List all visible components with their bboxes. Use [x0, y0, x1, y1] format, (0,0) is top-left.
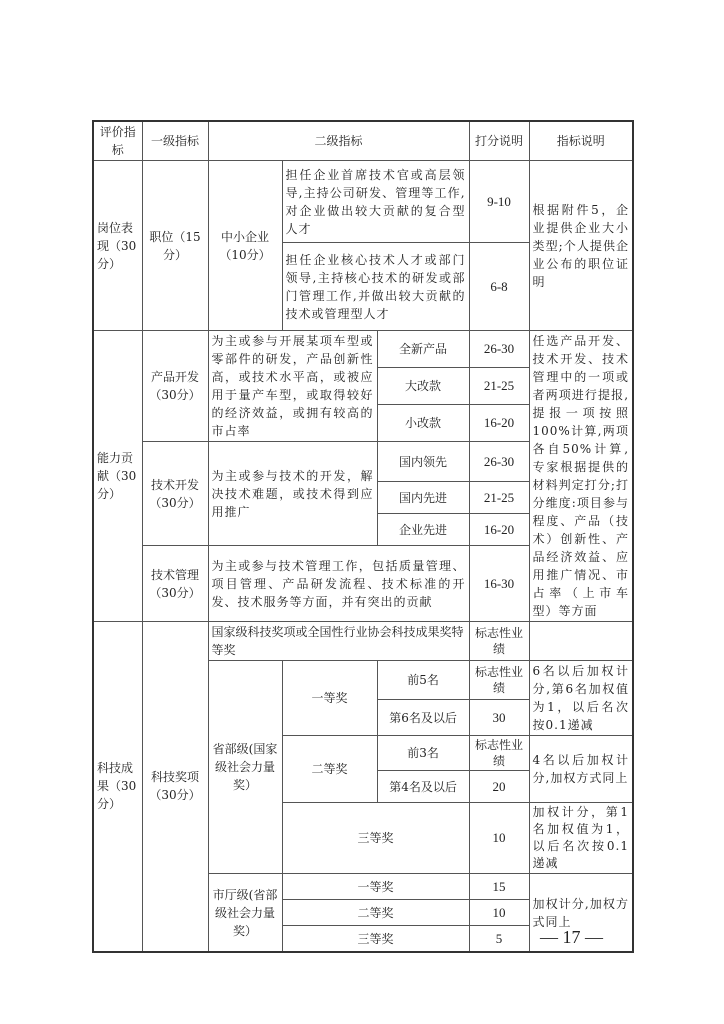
rank-top3: 前3名: [377, 736, 469, 771]
level1-position: 职位（15分）: [142, 161, 208, 331]
score-municipal-second: 10: [469, 900, 529, 926]
score-municipal-first: 15: [469, 874, 529, 900]
municipal-second-label: 二等奖: [282, 900, 469, 926]
evaluation-table: [92, 120, 634, 953]
score-domestic-leading: 26-30: [469, 442, 529, 482]
rank-top5: 前5名: [377, 661, 469, 700]
category-achievement: 科技成果（30分）: [93, 622, 142, 952]
municipal-label: 市厅级(省部级社会力量奖）: [208, 874, 282, 952]
item-new-product: 全新产品: [377, 331, 469, 368]
desc-core-talent: 担任企业核心技术人才或部门领导,主持核心技术的研发或部门管理工作,并做出较大贡献的技术或管理型人才: [282, 243, 469, 331]
category-job-performance: 岗位表现（30分）: [93, 161, 142, 331]
note-capability: 任选产品开发、技术开发、技术管理中的一项或者两项进行提报,提报一项按照100%计算,两项各自50%计算,专家根据提供的材料判定打分;打分维度:项目参与程度、产品（技术）创新性、产品经济效益、应用推广情况、市占率（上市车型）等方面: [529, 331, 633, 622]
score-municipal-third: 5: [469, 926, 529, 952]
score-4th-after: 20: [469, 771, 529, 803]
level1-tech-mgmt: 技术管理（30分）: [142, 546, 208, 622]
score-cto: 9-10: [469, 161, 529, 243]
desc-product-dev: 为主或参与开展某项车型或零部件的研发，产品创新性高，或技术水平高，或被应用于量产车型，或取得较好的经济效益，或拥有较高的市占率: [208, 331, 377, 442]
score-domestic-advanced: 21-25: [469, 482, 529, 514]
desc-tech-mgmt: 为主或参与技术管理工作，包括质量管理、项目管理、产品研发流程、技术标准的开发、技术服务等方面，并有突出的贡献: [208, 546, 469, 622]
level1-product-dev: 产品开发（30分）: [142, 331, 208, 442]
desc-tech-dev: 为主或参与技术的开发，解决技术难题，或技术得到应用推广: [208, 442, 377, 546]
score-new-product: 26-30: [469, 331, 529, 368]
score-6th-after: 30: [469, 700, 529, 736]
header-row: [93, 121, 633, 161]
score-core-talent: 6-8: [469, 243, 529, 331]
table-row: [93, 161, 633, 243]
header-eval-indicator: 评价指标: [93, 121, 142, 161]
score-tech-mgmt: 16-30: [469, 546, 529, 622]
score-national: 标志性业绩: [469, 622, 529, 661]
score-enterprise-advanced: 16-20: [469, 514, 529, 546]
score-major-revision: 21-25: [469, 368, 529, 405]
desc-national: 国家级科技奖项或全国性行业协会科技成果奖特等奖: [208, 622, 469, 661]
desc-cto: 担任企业首席技术官或高层领导,主持公司研发、管理等工作,对企业做出较大贡献的复合型人才: [282, 161, 469, 243]
provincial-label: 省部级(国家级社会力量奖）: [208, 661, 282, 874]
note-national: [529, 622, 633, 661]
item-minor-revision: 小改款: [377, 405, 469, 442]
page-number: — 17 —: [540, 927, 603, 947]
item-enterprise-advanced: 企业先进: [377, 514, 469, 546]
note-provincial-first: 6名以后加权计分,第6名加权值为1，以后名次按0.1递减: [529, 661, 633, 736]
municipal-third-label: 三等奖: [282, 926, 469, 952]
item-domestic-leading: 国内领先: [377, 442, 469, 482]
header-level2: 二级指标: [208, 121, 469, 161]
level2-sme: 中小企业（10分）: [208, 161, 282, 331]
table-row: [93, 622, 633, 661]
score-minor-revision: 16-20: [469, 405, 529, 442]
rank-4th-after: 第4名及以后: [377, 771, 469, 803]
score-top3: 标志性业绩: [469, 736, 529, 771]
note-provincial-third: 加权计分，第1名加权值为1，以后名次按0.1递减: [529, 803, 633, 874]
provincial-first-label: 一等奖: [282, 661, 377, 736]
score-provincial-third: 10: [469, 803, 529, 874]
rank-6th-after: 第6名及以后: [377, 700, 469, 736]
provincial-second-label: 二等奖: [282, 736, 377, 803]
category-capability: 能力贡献（30分）: [93, 331, 142, 622]
municipal-first-label: 一等奖: [282, 874, 469, 900]
header-score: 打分说明: [469, 121, 529, 161]
note-provincial-second: 4名以后加权计分,加权方式同上: [529, 736, 633, 803]
item-major-revision: 大改款: [377, 368, 469, 405]
note-position: 根据附件5，企业提供企业大小类型;个人提供企业公布的职位证明: [529, 161, 633, 331]
header-level1: 一级指标: [142, 121, 208, 161]
score-top5: 标志性业绩: [469, 661, 529, 700]
table-row: [93, 331, 633, 368]
level1-tech-dev: 技术开发（30分）: [142, 442, 208, 546]
provincial-third-label: 三等奖: [282, 803, 469, 874]
note-municipal: 加权计分,加权方式同上: [529, 874, 633, 952]
header-note: 指标说明: [529, 121, 633, 161]
item-domestic-advanced: 国内先进: [377, 482, 469, 514]
level1-awards: 科技奖项（30分）: [142, 622, 208, 952]
